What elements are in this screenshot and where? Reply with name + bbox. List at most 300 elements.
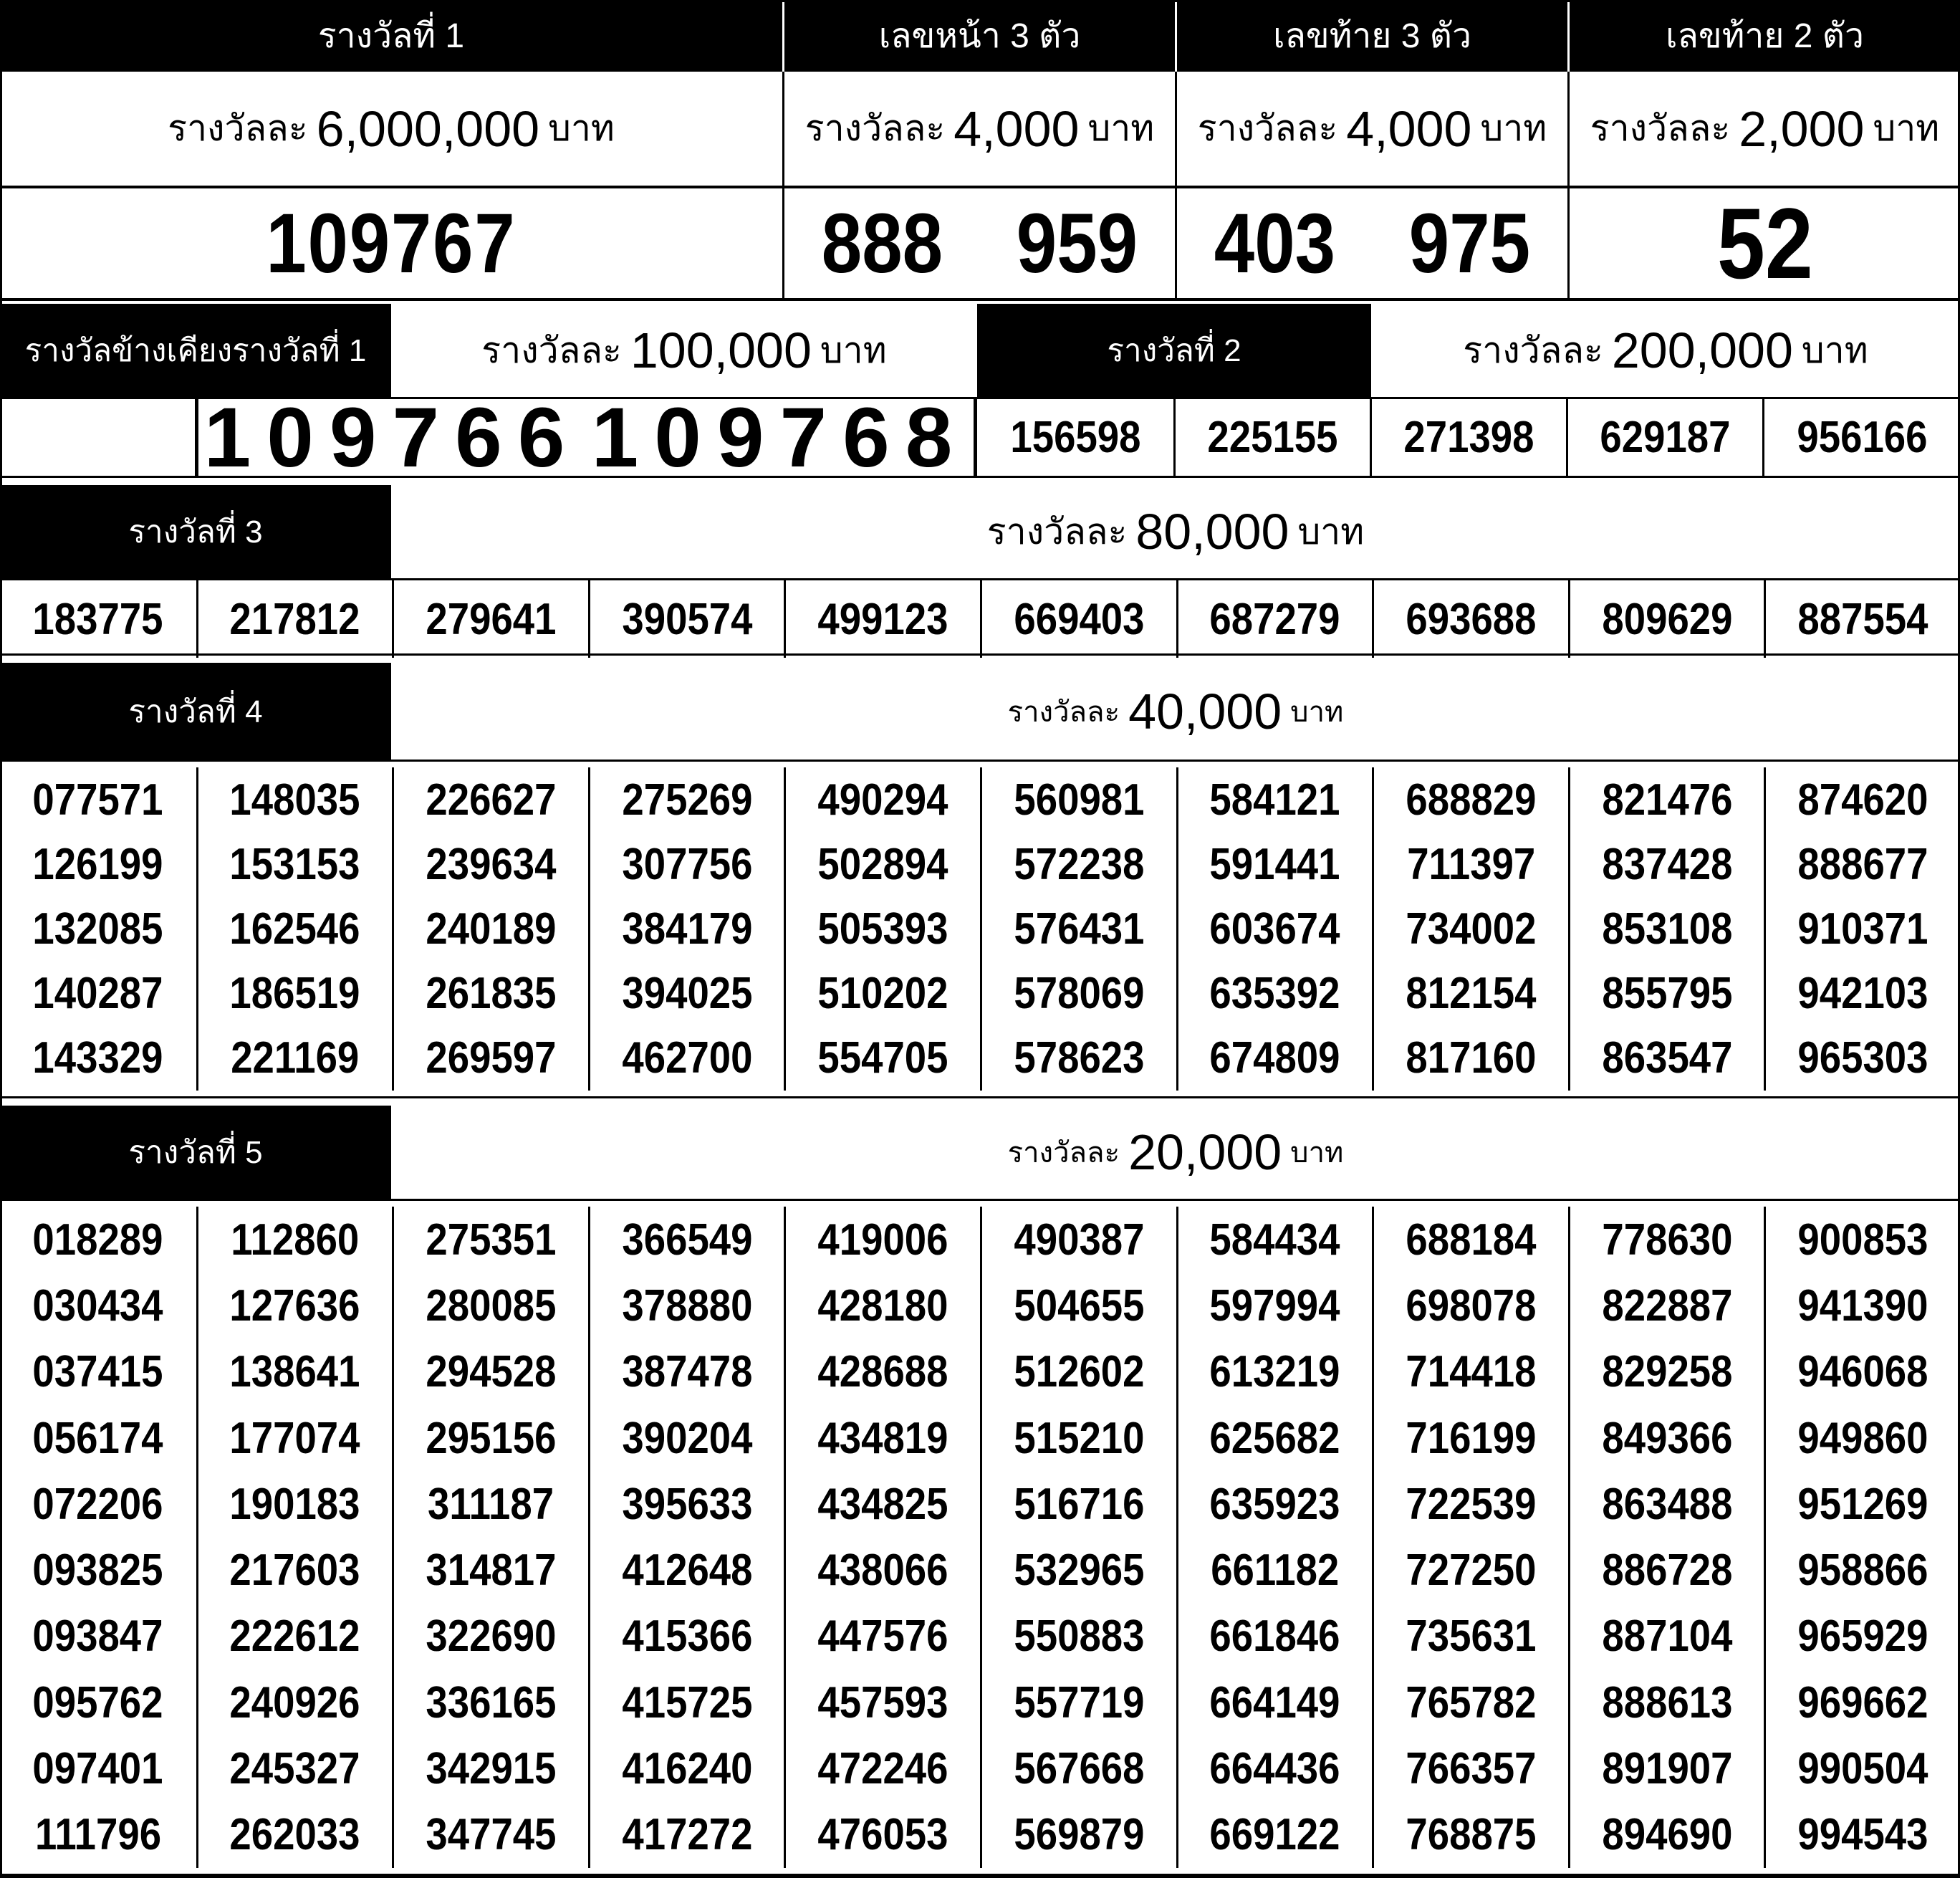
third-amount xyxy=(391,485,1960,578)
fourth-prize-number: 821476 xyxy=(1602,775,1733,825)
fourth-prize-cell xyxy=(1372,832,1568,896)
last3-amount xyxy=(1175,72,1567,186)
fourth-prize-number: 578623 xyxy=(1014,1033,1145,1083)
third-prize-cell xyxy=(784,580,980,658)
amount-value: 80,000 xyxy=(1135,504,1289,560)
fourth-prize-cell xyxy=(196,896,393,961)
amount-value: 200,000 xyxy=(1611,322,1793,378)
fifth-prize-number: 698078 xyxy=(1406,1280,1537,1331)
fifth-prize-number: 969662 xyxy=(1797,1677,1928,1728)
fourth-prize-number: 221169 xyxy=(231,1033,360,1083)
fifth-prize-cell xyxy=(1764,1735,1960,1801)
fourth-prize-cell xyxy=(196,832,393,896)
fourth-prize-number: 584121 xyxy=(1209,775,1340,825)
fourth-prize-cell xyxy=(1176,832,1373,896)
baht-label: บาท xyxy=(1087,108,1155,148)
fifth-prize-number: 584434 xyxy=(1209,1215,1340,1265)
fourth-prize-number: 153153 xyxy=(229,839,360,889)
second-amount xyxy=(1371,304,1960,397)
fourth-prize-number: 226627 xyxy=(426,775,557,825)
fifth-prize-number: 295156 xyxy=(426,1413,557,1463)
third-prize-header-row xyxy=(0,485,1960,578)
fourth-prize-number: 077571 xyxy=(32,775,163,825)
fourth-prize-cell xyxy=(980,896,1176,961)
fifth-prize-number: 342915 xyxy=(426,1744,557,1794)
fourth-prize-cell xyxy=(1764,1026,1960,1091)
third-prize-number: 390574 xyxy=(622,594,753,644)
second-prize-header: รางวัลที่ 2 xyxy=(977,304,1371,397)
fifth-prize-cell xyxy=(1176,1669,1373,1735)
fourth-prize-number: 837428 xyxy=(1602,839,1733,889)
last2-number: 52 xyxy=(1716,188,1813,298)
fourth-prize-cell xyxy=(392,832,588,896)
fourth-prize-number: 240189 xyxy=(426,904,557,954)
fifth-prize-number: 888613 xyxy=(1602,1677,1733,1728)
fifth-prize-cell xyxy=(1372,1604,1568,1669)
fifth-prize-number: 894690 xyxy=(1602,1810,1733,1860)
fifth-prize-cell xyxy=(1372,1471,1568,1537)
fourth-prize-cell xyxy=(392,962,588,1026)
fifth-prize-number: 314817 xyxy=(426,1546,557,1596)
fifth-prize-cell xyxy=(196,1273,393,1338)
fifth-prize-number: 347745 xyxy=(426,1810,557,1860)
fifth-prize-number: 669122 xyxy=(1209,1810,1340,1860)
fifth-prize-number: 472246 xyxy=(817,1744,948,1794)
top-amount-row xyxy=(0,72,1960,188)
fourth-prize-cell xyxy=(0,767,196,832)
fifth-prize-cell xyxy=(1176,1604,1373,1669)
fourth-prize-cell xyxy=(0,896,196,961)
fifth-prize-cell xyxy=(1764,1471,1960,1537)
fifth-prize-cell xyxy=(1764,1802,1960,1868)
third-prize-cell xyxy=(980,580,1176,658)
fifth-prize-cell xyxy=(784,1735,980,1801)
first-prize-amount xyxy=(0,72,782,186)
fifth-prize-number: 262033 xyxy=(229,1810,360,1860)
fifth-prize-cell xyxy=(0,1471,196,1537)
adjacent-numbers-cell xyxy=(195,399,977,476)
fifth-prize-number: 111796 xyxy=(34,1810,161,1860)
amount-value: 4,000 xyxy=(953,100,1080,157)
fourth-prize-cell xyxy=(1372,962,1568,1026)
fourth-prize-cell xyxy=(1568,832,1764,896)
third-prize-header: รางวัลที่ 3 xyxy=(0,485,391,578)
fifth-prize-number: 222612 xyxy=(229,1611,360,1662)
fifth-prize-number: 504655 xyxy=(1014,1280,1145,1331)
fifth-prize-cell xyxy=(588,1405,784,1471)
fifth-prize-cell xyxy=(0,1273,196,1338)
fifth-prize-number: 056174 xyxy=(32,1413,163,1463)
fifth-prize-number: 395633 xyxy=(622,1479,753,1529)
fourth-prize-number: 855795 xyxy=(1602,969,1733,1019)
last2-number-cell xyxy=(1567,188,1960,298)
fifth-prize-number: 569879 xyxy=(1014,1810,1145,1860)
fourth-prize-cell xyxy=(980,832,1176,896)
fifth-prize-number: 778630 xyxy=(1602,1215,1733,1265)
fourth-prize-cell xyxy=(784,832,980,896)
fifth-prize-cell xyxy=(1764,1604,1960,1669)
fifth-prize-cell xyxy=(1568,1538,1764,1604)
fifth-prize-cell xyxy=(392,1405,588,1471)
fifth-prize-number: 177074 xyxy=(229,1413,360,1463)
fourth-prize-number: 572238 xyxy=(1014,839,1145,889)
fourth-prize-number: 888677 xyxy=(1797,839,1928,889)
fifth-amount xyxy=(391,1106,1960,1199)
third-prize-cell xyxy=(0,580,196,658)
fifth-prize-cell xyxy=(980,1538,1176,1604)
fourth-prize-cell xyxy=(1764,832,1960,896)
per-prize-label: รางวัลละ xyxy=(804,108,946,148)
fourth-prize-number: 239634 xyxy=(426,839,557,889)
fourth-prize-number: 148035 xyxy=(229,775,360,825)
adjacent-number: 109766 xyxy=(203,399,581,476)
second-number-cell xyxy=(1762,399,1960,476)
adjacent-second-number-row xyxy=(0,397,1960,478)
fifth-prize-number: 417272 xyxy=(622,1810,753,1860)
fifth-prize-cell xyxy=(1176,1207,1373,1273)
per-prize-label: รางวัลละ xyxy=(1590,108,1731,148)
fourth-prize-number: 965303 xyxy=(1797,1033,1928,1083)
fifth-prize-cell xyxy=(196,1538,393,1604)
fourth-prize-number: 576431 xyxy=(1014,904,1145,954)
fifth-prize-cell xyxy=(1764,1273,1960,1338)
fourth-prize-cell xyxy=(588,767,784,832)
fifth-prize-cell xyxy=(1568,1207,1764,1273)
fifth-prize-cell xyxy=(980,1339,1176,1405)
fifth-prize-number: 515210 xyxy=(1014,1413,1145,1463)
fifth-prize-number: 412648 xyxy=(622,1546,753,1596)
amount-value: 4,000 xyxy=(1346,100,1472,157)
fourth-prize-numbers xyxy=(0,760,1960,1098)
fifth-prize-number: 490387 xyxy=(1014,1215,1145,1265)
fourth-prize-cell xyxy=(1176,896,1373,961)
fifth-prize-cell xyxy=(196,1669,393,1735)
third-prize-cell xyxy=(1764,580,1960,658)
fourth-prize-number: 490294 xyxy=(817,775,948,825)
fourth-prize-cell xyxy=(588,962,784,1026)
fifth-prize-number: 438066 xyxy=(817,1546,948,1596)
fifth-prize-cell xyxy=(392,1538,588,1604)
fifth-prize-cell xyxy=(980,1802,1176,1868)
baht-label: บาท xyxy=(1290,1137,1344,1169)
fifth-prize-cell xyxy=(0,1669,196,1735)
fourth-prize-number: 126199 xyxy=(32,839,163,889)
fifth-prize-number: 516716 xyxy=(1014,1479,1145,1529)
fifth-prize-number: 322690 xyxy=(426,1611,557,1662)
fifth-prize-number: 018289 xyxy=(32,1215,163,1265)
amount-value: 20,000 xyxy=(1128,1124,1282,1180)
fifth-prize-number: 037415 xyxy=(32,1347,163,1397)
fifth-prize-cell xyxy=(784,1802,980,1868)
fifth-prize-cell xyxy=(588,1471,784,1537)
fourth-prize-number: 688829 xyxy=(1406,775,1537,825)
fifth-prize-number: 280085 xyxy=(426,1280,557,1331)
fifth-prize-cell xyxy=(588,1669,784,1735)
fifth-prize-cell xyxy=(1764,1207,1960,1273)
fifth-prize-cell xyxy=(980,1207,1176,1273)
fifth-prize-number: 661846 xyxy=(1209,1611,1340,1662)
fourth-prize-cell xyxy=(784,1026,980,1091)
fifth-prize-number: 768875 xyxy=(1406,1810,1537,1860)
fifth-prize-number: 428180 xyxy=(817,1280,948,1331)
fourth-prize-number: 132085 xyxy=(32,904,163,954)
fifth-prize-cell xyxy=(1568,1273,1764,1338)
fourth-prize-cell xyxy=(1764,896,1960,961)
fourth-prize-cell xyxy=(784,962,980,1026)
fifth-prize-number: 366549 xyxy=(622,1215,753,1265)
last3-numbers-cell xyxy=(1175,188,1567,298)
fourth-prize-number: 502894 xyxy=(817,839,948,889)
fourth-prize-cell xyxy=(1372,1026,1568,1091)
third-prize-number: 217812 xyxy=(229,594,360,644)
fifth-prize-cell xyxy=(1372,1538,1568,1604)
fourth-prize-cell xyxy=(1176,767,1373,832)
fifth-prize-cell xyxy=(1372,1339,1568,1405)
baht-label: บาท xyxy=(1801,330,1868,370)
fifth-prize-number: 245327 xyxy=(229,1744,360,1794)
fifth-prize-number: 532965 xyxy=(1014,1546,1145,1596)
fifth-prize-cell xyxy=(784,1339,980,1405)
per-prize-label: รางวัลละ xyxy=(168,108,308,148)
fifth-prize-cell xyxy=(1764,1405,1960,1471)
fourth-prize-cell xyxy=(980,767,1176,832)
first-prize-number: 109767 xyxy=(266,196,517,291)
last3-number: 975 xyxy=(1409,196,1531,291)
fifth-prize-number: 390204 xyxy=(622,1413,753,1463)
empty-cell xyxy=(0,399,195,476)
fifth-prize-number: 512602 xyxy=(1014,1347,1145,1397)
fifth-prize-cell xyxy=(1372,1669,1568,1735)
fifth-prize-cell xyxy=(0,1802,196,1868)
fifth-prize-number: 476053 xyxy=(817,1810,948,1860)
fourth-prize-cell xyxy=(980,1026,1176,1091)
fifth-prize-cell xyxy=(1176,1471,1373,1537)
fourth-prize-number: 162546 xyxy=(229,904,360,954)
fourth-prize-number: 942103 xyxy=(1797,969,1928,1019)
fourth-prize-number: 261835 xyxy=(426,969,557,1019)
fifth-prize-number: 951269 xyxy=(1797,1479,1928,1529)
fifth-prize-cell xyxy=(392,1802,588,1868)
fourth-prize-cell xyxy=(196,962,393,1026)
fifth-prize-number: 112860 xyxy=(231,1215,360,1265)
fifth-prize-number: 887104 xyxy=(1602,1611,1733,1662)
fifth-prize-cell xyxy=(0,1339,196,1405)
fourth-prize-cell xyxy=(784,767,980,832)
baht-label: บาท xyxy=(548,108,615,148)
fifth-prize-cell xyxy=(980,1669,1176,1735)
fifth-prize-number: 765782 xyxy=(1406,1677,1537,1728)
fifth-prize-number: 093825 xyxy=(32,1546,163,1596)
third-prize-number: 687279 xyxy=(1209,594,1340,644)
fifth-prize-number: 447576 xyxy=(817,1611,948,1662)
fifth-prize-cell xyxy=(196,1339,393,1405)
fifth-prize-number: 457593 xyxy=(817,1677,948,1728)
fifth-prize-numbers xyxy=(0,1199,1960,1876)
fifth-prize-cell xyxy=(1764,1339,1960,1405)
fifth-prize-number: 886728 xyxy=(1602,1546,1733,1596)
third-prize-number: 499123 xyxy=(817,594,948,644)
third-prize-cell xyxy=(1176,580,1373,658)
fifth-prize-number: 434825 xyxy=(817,1479,948,1529)
fifth-prize-cell xyxy=(196,1405,393,1471)
baht-label: บาท xyxy=(1480,108,1547,148)
fifth-prize-number: 664149 xyxy=(1209,1677,1340,1728)
per-prize-label: รางวัลละ xyxy=(1007,1137,1120,1169)
top-header-row xyxy=(0,0,1960,72)
fifth-prize-number: 735631 xyxy=(1406,1611,1537,1662)
fifth-prize-number: 958866 xyxy=(1797,1546,1928,1596)
fourth-prize-cell xyxy=(196,767,393,832)
third-prize-number: 183775 xyxy=(32,594,163,644)
fourth-prize-cell xyxy=(0,962,196,1026)
adjacent-number: 109768 xyxy=(591,399,969,476)
fifth-prize-number: 095762 xyxy=(32,1677,163,1728)
fifth-prize-cell xyxy=(196,1735,393,1801)
fifth-prize-cell xyxy=(392,1339,588,1405)
second-number: 956166 xyxy=(1797,413,1928,462)
fifth-prize-number: 387478 xyxy=(622,1347,753,1397)
fifth-prize-header-row xyxy=(0,1106,1960,1199)
fourth-prize-number: 711397 xyxy=(1406,839,1536,889)
fourth-prize-cell xyxy=(1176,962,1373,1026)
fifth-prize-number: 097401 xyxy=(32,1744,163,1794)
second-number-cell xyxy=(1566,399,1762,476)
fifth-prize-cell xyxy=(980,1735,1176,1801)
fifth-prize-number: 766357 xyxy=(1406,1744,1537,1794)
fourth-prize-number: 863547 xyxy=(1602,1033,1733,1083)
fifth-prize-number: 030434 xyxy=(32,1280,163,1331)
fifth-prize-number: 613219 xyxy=(1209,1347,1340,1397)
fifth-prize-number: 829258 xyxy=(1602,1347,1733,1397)
front3-header: เลขหน้า 3 ตัว xyxy=(782,0,1175,72)
fourth-prize-cell xyxy=(588,832,784,896)
fourth-amount xyxy=(391,663,1960,760)
third-prize-cell xyxy=(392,580,588,658)
fifth-prize-cell xyxy=(1764,1669,1960,1735)
fifth-prize-cell xyxy=(196,1471,393,1537)
fifth-prize-cell xyxy=(1372,1735,1568,1801)
fifth-prize-cell xyxy=(1176,1405,1373,1471)
fifth-prize-cell xyxy=(196,1207,393,1273)
last2-amount xyxy=(1567,72,1960,186)
fourth-prize-number: 143329 xyxy=(32,1033,163,1083)
fifth-prize-number: 378880 xyxy=(622,1280,753,1331)
fifth-prize-number: 727250 xyxy=(1406,1546,1537,1596)
fifth-prize-number: 567668 xyxy=(1014,1744,1145,1794)
fifth-prize-number: 072206 xyxy=(32,1479,163,1529)
fourth-prize-cell xyxy=(1568,767,1764,832)
baht-label: บาท xyxy=(820,330,887,370)
per-prize-label: รางวัลละ xyxy=(1007,696,1120,728)
fifth-prize-cell xyxy=(1372,1273,1568,1338)
fifth-prize-cell xyxy=(1176,1273,1373,1338)
adjacent-second-header-row xyxy=(0,304,1960,397)
fifth-prize-number: 863488 xyxy=(1602,1479,1733,1529)
fifth-prize-cell xyxy=(588,1802,784,1868)
fifth-prize-number: 822887 xyxy=(1602,1280,1733,1331)
fourth-prize-number: 275269 xyxy=(622,775,753,825)
amount-value: 2,000 xyxy=(1739,100,1865,157)
fourth-prize-number: 307756 xyxy=(622,839,753,889)
fifth-prize-cell xyxy=(980,1405,1176,1471)
amount-value: 6,000,000 xyxy=(316,100,540,157)
top-number-row xyxy=(0,188,1960,301)
last3-header: เลขท้าย 3 ตัว xyxy=(1175,0,1567,72)
fifth-prize-number: 294528 xyxy=(426,1347,557,1397)
second-number: 225155 xyxy=(1207,413,1338,462)
fifth-prize-number: 664436 xyxy=(1209,1744,1340,1794)
fourth-prize-number: 853108 xyxy=(1602,904,1733,954)
fourth-prize-number: 140287 xyxy=(32,969,163,1019)
fifth-prize-number: 190183 xyxy=(229,1479,360,1529)
fourth-prize-number: 603674 xyxy=(1209,904,1340,954)
fifth-prize-number: 434819 xyxy=(817,1413,948,1463)
fourth-prize-cell xyxy=(784,896,980,961)
fifth-prize-number: 311187 xyxy=(428,1479,554,1529)
fifth-prize-header: รางวัลที่ 5 xyxy=(0,1106,391,1199)
fifth-prize-number: 557719 xyxy=(1014,1677,1145,1728)
amount-value: 40,000 xyxy=(1128,683,1282,739)
fifth-prize-cell xyxy=(1176,1735,1373,1801)
fourth-prize-number: 591441 xyxy=(1209,839,1340,889)
fourth-prize-cell xyxy=(588,1026,784,1091)
third-prize-cell xyxy=(588,580,784,658)
fourth-prize-cell xyxy=(1176,1026,1373,1091)
fifth-prize-cell xyxy=(1372,1405,1568,1471)
fourth-prize-header: รางวัลที่ 4 xyxy=(0,663,391,760)
front3-amount xyxy=(782,72,1175,186)
fifth-prize-number: 635923 xyxy=(1209,1479,1340,1529)
fourth-prize-number: 269597 xyxy=(426,1033,557,1083)
fifth-prize-cell xyxy=(588,1735,784,1801)
fifth-prize-cell xyxy=(392,1735,588,1801)
second-number-cell xyxy=(1370,399,1566,476)
fifth-prize-cell xyxy=(1372,1802,1568,1868)
third-prize-number: 279641 xyxy=(426,594,557,644)
fourth-prize-number: 578069 xyxy=(1014,969,1145,1019)
fourth-prize-number: 394025 xyxy=(622,969,753,1019)
last2-header: เลขท้าย 2 ตัว xyxy=(1567,0,1960,72)
fifth-prize-cell xyxy=(1568,1471,1764,1537)
fourth-prize-cell xyxy=(0,832,196,896)
second-number: 271398 xyxy=(1403,413,1534,462)
second-number: 629187 xyxy=(1600,413,1731,462)
fifth-prize-number: 965929 xyxy=(1797,1611,1928,1662)
fifth-prize-number: 419006 xyxy=(817,1215,948,1265)
fifth-prize-cell xyxy=(1372,1207,1568,1273)
fifth-prize-number: 625682 xyxy=(1209,1413,1340,1463)
fourth-prize-number: 674809 xyxy=(1209,1033,1340,1083)
baht-label: บาท xyxy=(1290,696,1344,728)
fourth-prize-cell xyxy=(196,1026,393,1091)
fifth-prize-number: 415725 xyxy=(622,1677,753,1728)
front3-number: 888 xyxy=(821,196,943,291)
fifth-prize-number: 949860 xyxy=(1797,1413,1928,1463)
fourth-prize-number: 560981 xyxy=(1014,775,1145,825)
fifth-prize-cell xyxy=(784,1405,980,1471)
fifth-prize-cell xyxy=(1568,1735,1764,1801)
fifth-prize-cell xyxy=(196,1604,393,1669)
third-prize-number: 693688 xyxy=(1406,594,1537,644)
fifth-prize-cell xyxy=(1568,1604,1764,1669)
third-prize-number: 669403 xyxy=(1014,594,1145,644)
per-prize-label: รางวัลละ xyxy=(1463,330,1603,370)
adjacent-amount xyxy=(391,304,977,397)
fifth-prize-cell xyxy=(588,1339,784,1405)
fifth-prize-cell xyxy=(1568,1802,1764,1868)
fourth-prize-cell xyxy=(980,962,1176,1026)
fourth-prize-number: 910371 xyxy=(1797,904,1928,954)
